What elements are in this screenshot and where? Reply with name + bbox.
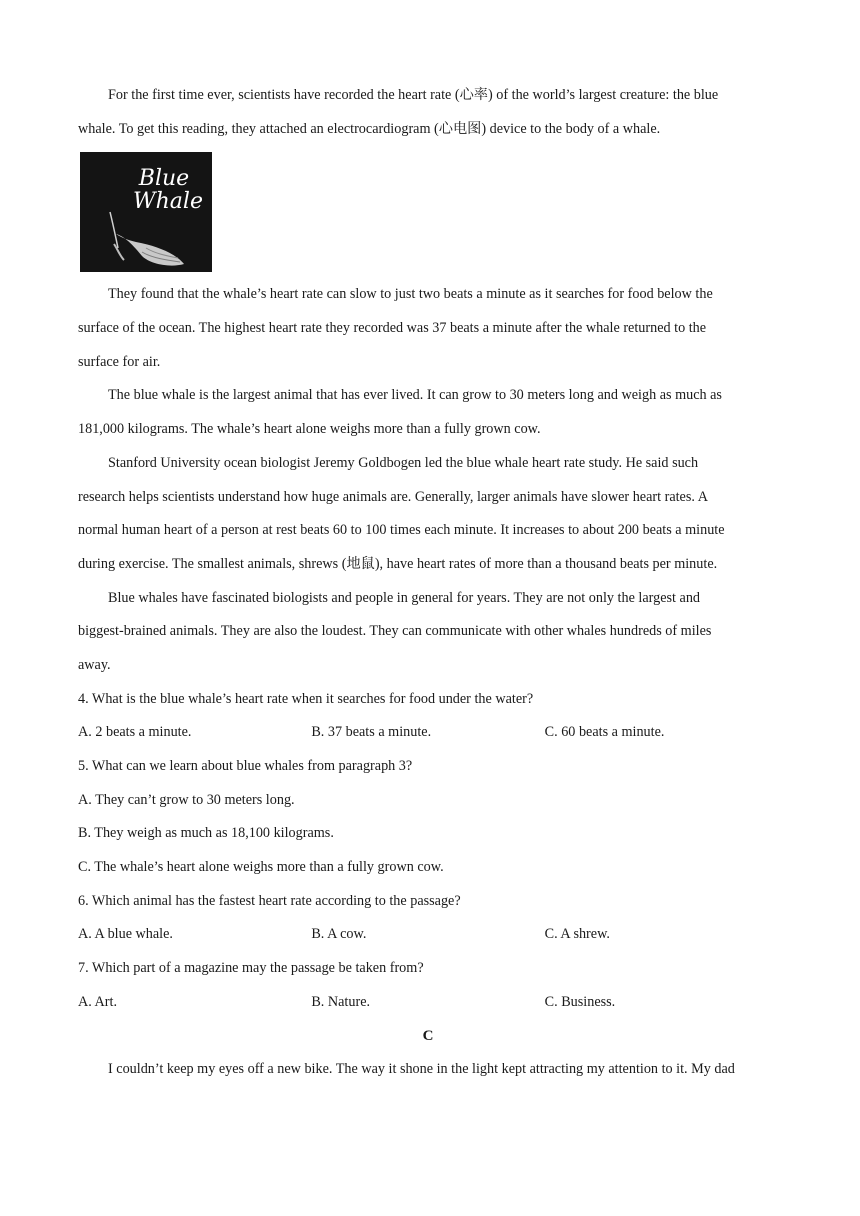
- question-7: [78, 952, 778, 1019]
- question-6: [78, 885, 778, 952]
- text-line: research helps scientists understand how huge animals are. Generally, larger animals have slower heart rates. A: [78, 488, 708, 505]
- option-b: B. 37 beats a minute.: [311, 724, 432, 741]
- option-a: A. 2 beats a minute.: [78, 724, 192, 741]
- text-line: They found that the whale’s heart rate can slow to just two beats a minute as it searches for food below the: [108, 286, 713, 303]
- text-line: Stanford University ocean biologist Jeremy Goldbogen led the blue whale heart rate study. He said such: [108, 454, 699, 471]
- paragraph-5: [78, 582, 778, 683]
- question-stem: 5. What can we learn about blue whales from paragraph 3?: [78, 758, 413, 774]
- answer-options: [78, 986, 778, 1020]
- paragraph-4: [78, 447, 778, 582]
- question-stem: 6. Which animal has the fastest heart rate according to the passage?: [78, 892, 461, 909]
- option-c: C. 60 beats a minute.: [544, 724, 665, 741]
- text-line: I couldn’t keep my eyes off a new bike. The way it shone in the light kept attracting my attention to it. My dad: [108, 1061, 735, 1078]
- text-line: 181,000 kilograms. The whale’s heart alone weighs more than a fully grown cow.: [78, 421, 541, 438]
- answer-options: [78, 716, 778, 750]
- text-line: For the first time ever, scientists have recorded the heart rate (心率) of the world’s largest creature: the blue: [108, 87, 719, 103]
- text-line: surface of the ocean. The highest heart rate they recorded was 37 beats a minute after the whale returned to the: [78, 320, 707, 337]
- answer-options: [78, 918, 778, 952]
- question-stem: 7. Which part of a magazine may the passage be taken from?: [78, 960, 424, 977]
- blue-whale-image: [80, 152, 212, 272]
- paragraph-1: [78, 79, 778, 146]
- option-b: B. They weigh as much as 18,100 kilograms.: [78, 825, 334, 842]
- option-b: B. Nature.: [311, 993, 371, 1010]
- option-c: C. The whale’s heart alone weighs more than a fully grown cow.: [78, 859, 444, 876]
- paragraph-2: [78, 278, 778, 379]
- option-a: A. They can’t grow to 30 meters long.: [78, 791, 295, 808]
- option-c: C. Business.: [544, 993, 616, 1010]
- paragraph-3: [78, 379, 778, 446]
- text-line: normal human heart of a person at rest beats 60 to 100 times each minute. It increases to about 200 beats a minute: [78, 522, 725, 539]
- option-b: B. A cow.: [311, 926, 367, 943]
- text-line: whale. To get this reading, they attached an electrocardiogram (心电图) device to the body of a whale.: [78, 120, 661, 137]
- text-line: during exercise. The smallest animals, shrews (地鼠), have heart rates of more than a thousand beats per minute.: [78, 555, 718, 572]
- option-a: A. Art.: [78, 993, 118, 1010]
- option-c: C. A shrew.: [544, 926, 610, 943]
- image-caption-line: Blue: [138, 166, 190, 192]
- text-line: Blue whales have fascinated biologists and people in general for years. They are not only the largest and: [108, 589, 701, 606]
- section-heading: C: [422, 1027, 434, 1044]
- option-a: A. A blue whale.: [78, 926, 173, 943]
- text-line: The blue whale is the largest animal that has ever lived. It can grow to 30 meters long and weigh as much as: [108, 387, 722, 404]
- text-line: surface for air.: [78, 353, 161, 370]
- question-5: [78, 750, 778, 885]
- document-page: [78, 79, 778, 1087]
- question-4: [78, 683, 778, 750]
- image-caption-line: Whale: [133, 189, 203, 215]
- question-stem: 4. What is the blue whale’s heart rate when it searches for food under the water?: [78, 690, 534, 707]
- text-line: biggest-brained animals. They are also the loudest. They can communicate with other whales hundreds of miles: [78, 623, 712, 640]
- text-line: away.: [78, 656, 111, 673]
